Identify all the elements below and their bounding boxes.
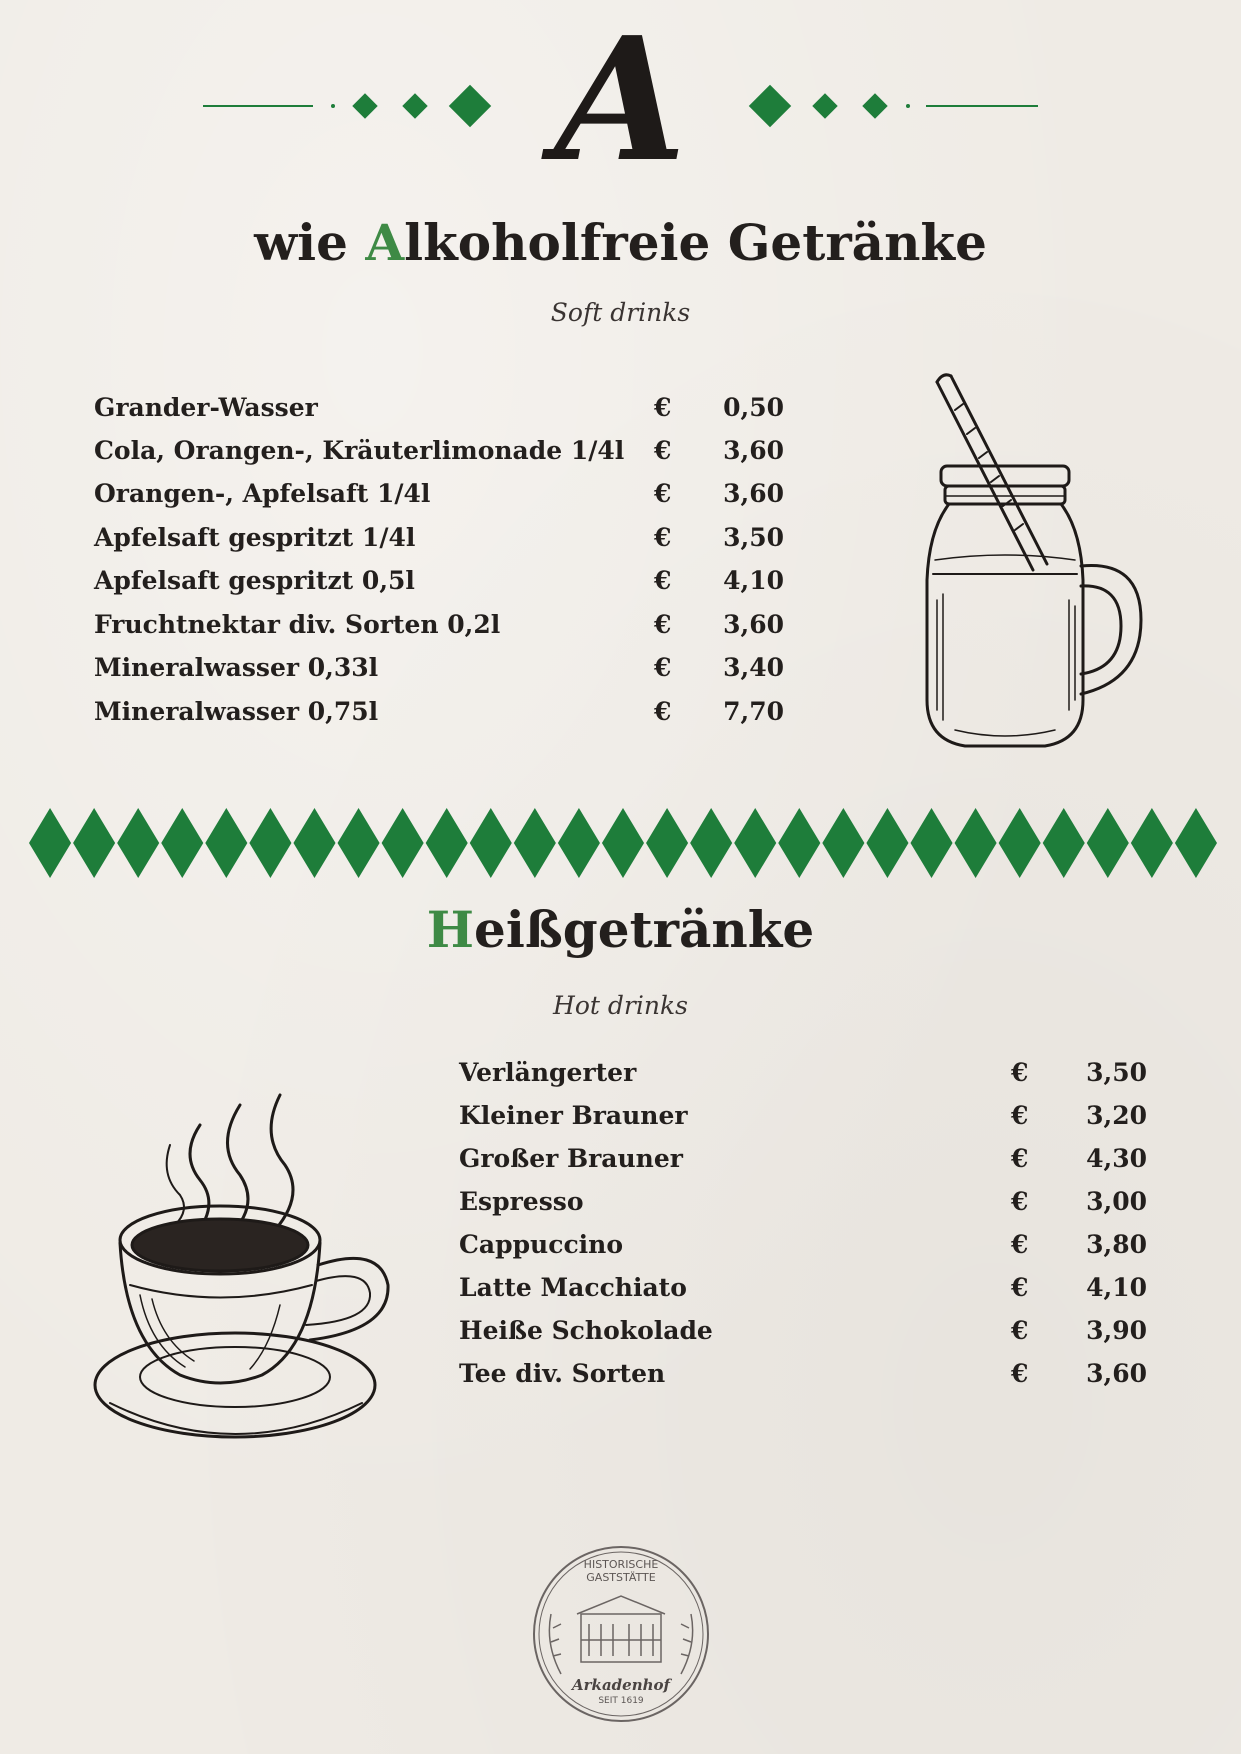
item-price: 3,50 bbox=[1086, 1058, 1147, 1087]
diamond-band-divider bbox=[28, 808, 1218, 878]
band-diamond bbox=[1043, 808, 1085, 878]
item-price: 3,00 bbox=[1086, 1187, 1147, 1216]
menu-item bbox=[94, 697, 794, 737]
band-diamond bbox=[338, 808, 380, 878]
item-name: Verlängerter bbox=[459, 1058, 637, 1087]
item-name: Espresso bbox=[459, 1187, 584, 1216]
title-accent-letter: H bbox=[426, 900, 475, 959]
band-diamond bbox=[470, 808, 512, 878]
euro-sign: € bbox=[1011, 1230, 1029, 1259]
mason-jar-icon bbox=[915, 370, 1155, 760]
menu-item bbox=[94, 479, 794, 519]
euro-sign: € bbox=[654, 523, 672, 552]
header-rule-right bbox=[926, 105, 1038, 107]
logo-top-text: HISTORISCHE GASTSTÄTTE bbox=[583, 1558, 659, 1584]
band-diamond bbox=[734, 808, 776, 878]
arkadenhof-logo bbox=[531, 1544, 711, 1724]
euro-sign: € bbox=[1011, 1316, 1029, 1345]
soft-drinks-title bbox=[0, 213, 1241, 272]
item-name: Latte Macchiato bbox=[459, 1273, 687, 1302]
euro-sign: € bbox=[654, 610, 672, 639]
item-price: 3,20 bbox=[1086, 1101, 1147, 1130]
menu-item bbox=[94, 523, 794, 563]
title-accent-letter: A bbox=[365, 213, 405, 272]
band-diamond bbox=[778, 808, 820, 878]
band-diamond bbox=[293, 808, 335, 878]
item-price: 4,10 bbox=[1086, 1273, 1147, 1302]
title-rest: eißgetränke bbox=[474, 900, 815, 959]
band-diamond bbox=[161, 808, 203, 878]
header-initial: A bbox=[554, 0, 687, 200]
item-name: Orangen-, Apfelsaft 1/4l bbox=[94, 479, 431, 508]
band-diamond bbox=[602, 808, 644, 878]
band-diamond bbox=[822, 808, 864, 878]
euro-sign: € bbox=[1011, 1359, 1029, 1388]
title-prefix: wie bbox=[254, 213, 366, 272]
band-diamond bbox=[382, 808, 424, 878]
item-price: 4,10 bbox=[723, 566, 784, 595]
menu-item bbox=[459, 1144, 1159, 1184]
item-price: 3,60 bbox=[723, 479, 784, 508]
band-diamond bbox=[690, 808, 732, 878]
item-name: Mineralwasser 0,75l bbox=[94, 697, 379, 726]
hot-drinks-title bbox=[0, 900, 1241, 959]
band-diamond bbox=[73, 808, 115, 878]
euro-sign: € bbox=[654, 393, 672, 422]
menu-item bbox=[94, 566, 794, 606]
item-price: 3,60 bbox=[723, 436, 784, 465]
euro-sign: € bbox=[654, 566, 672, 595]
band-diamond bbox=[558, 808, 600, 878]
logo-since: SEIT 1619 bbox=[598, 1696, 644, 1706]
band-diamond bbox=[426, 808, 468, 878]
euro-sign: € bbox=[1011, 1187, 1029, 1216]
euro-sign: € bbox=[1011, 1144, 1029, 1173]
item-price: 3,80 bbox=[1086, 1230, 1147, 1259]
band-diamond bbox=[1087, 808, 1129, 878]
steaming-coffee-cup-icon bbox=[90, 1085, 400, 1455]
band-diamond bbox=[910, 808, 952, 878]
band-diamond bbox=[866, 808, 908, 878]
band-diamond bbox=[646, 808, 688, 878]
menu-item bbox=[459, 1230, 1159, 1270]
menu-item bbox=[94, 610, 794, 650]
item-name: Cola, Orangen-, Kräuterlimonade 1/4l bbox=[94, 436, 625, 465]
item-name: Kleiner Brauner bbox=[459, 1101, 688, 1130]
item-price: 4,30 bbox=[1086, 1144, 1147, 1173]
item-name: Apfelsaft gespritzt 1/4l bbox=[94, 523, 416, 552]
item-name: Grander-Wasser bbox=[94, 393, 318, 422]
item-price: 3,40 bbox=[723, 653, 784, 682]
item-name: Mineralwasser 0,33l bbox=[94, 653, 379, 682]
item-price: 3,60 bbox=[1086, 1359, 1147, 1388]
title-rest: lkoholfreie Getränke bbox=[404, 213, 987, 272]
menu-item bbox=[94, 393, 794, 433]
menu-item bbox=[459, 1058, 1159, 1098]
item-price: 0,50 bbox=[723, 393, 784, 422]
item-price: 3,60 bbox=[723, 610, 784, 639]
euro-sign: € bbox=[1011, 1058, 1029, 1087]
item-price: 7,70 bbox=[723, 697, 784, 726]
euro-sign: € bbox=[654, 479, 672, 508]
item-name: Apfelsaft gespritzt 0,5l bbox=[94, 566, 415, 595]
band-diamond bbox=[955, 808, 997, 878]
item-name: Großer Brauner bbox=[459, 1144, 683, 1173]
band-diamond bbox=[1175, 808, 1217, 878]
band-diamond bbox=[514, 808, 556, 878]
item-name: Heiße Schokolade bbox=[459, 1316, 713, 1345]
item-name: Tee div. Sorten bbox=[459, 1359, 666, 1388]
euro-sign: € bbox=[654, 436, 672, 465]
menu-item bbox=[459, 1316, 1159, 1356]
soft-drinks-subtitle: Soft drinks bbox=[550, 298, 691, 327]
band-diamond bbox=[249, 808, 291, 878]
euro-sign: € bbox=[654, 653, 672, 682]
band-diamond bbox=[29, 808, 71, 878]
item-price: 3,50 bbox=[723, 523, 784, 552]
header-dot-right bbox=[906, 104, 910, 108]
menu-item bbox=[459, 1101, 1159, 1141]
band-diamond bbox=[999, 808, 1041, 878]
band-diamond bbox=[117, 808, 159, 878]
hot-drinks-subtitle: Hot drinks bbox=[553, 991, 688, 1020]
menu-item bbox=[459, 1359, 1159, 1399]
menu-item bbox=[94, 436, 794, 476]
euro-sign: € bbox=[1011, 1273, 1029, 1302]
euro-sign: € bbox=[1011, 1101, 1029, 1130]
band-diamond bbox=[205, 808, 247, 878]
menu-item bbox=[459, 1273, 1159, 1313]
logo-name: Arkadenhof bbox=[572, 1676, 670, 1694]
menu-item bbox=[94, 653, 794, 693]
euro-sign: € bbox=[654, 697, 672, 726]
item-name: Fruchtnektar div. Sorten 0,2l bbox=[94, 610, 501, 639]
item-name: Cappuccino bbox=[459, 1230, 624, 1259]
item-price: 3,90 bbox=[1086, 1316, 1147, 1345]
band-diamond bbox=[1131, 808, 1173, 878]
menu-item bbox=[459, 1187, 1159, 1227]
